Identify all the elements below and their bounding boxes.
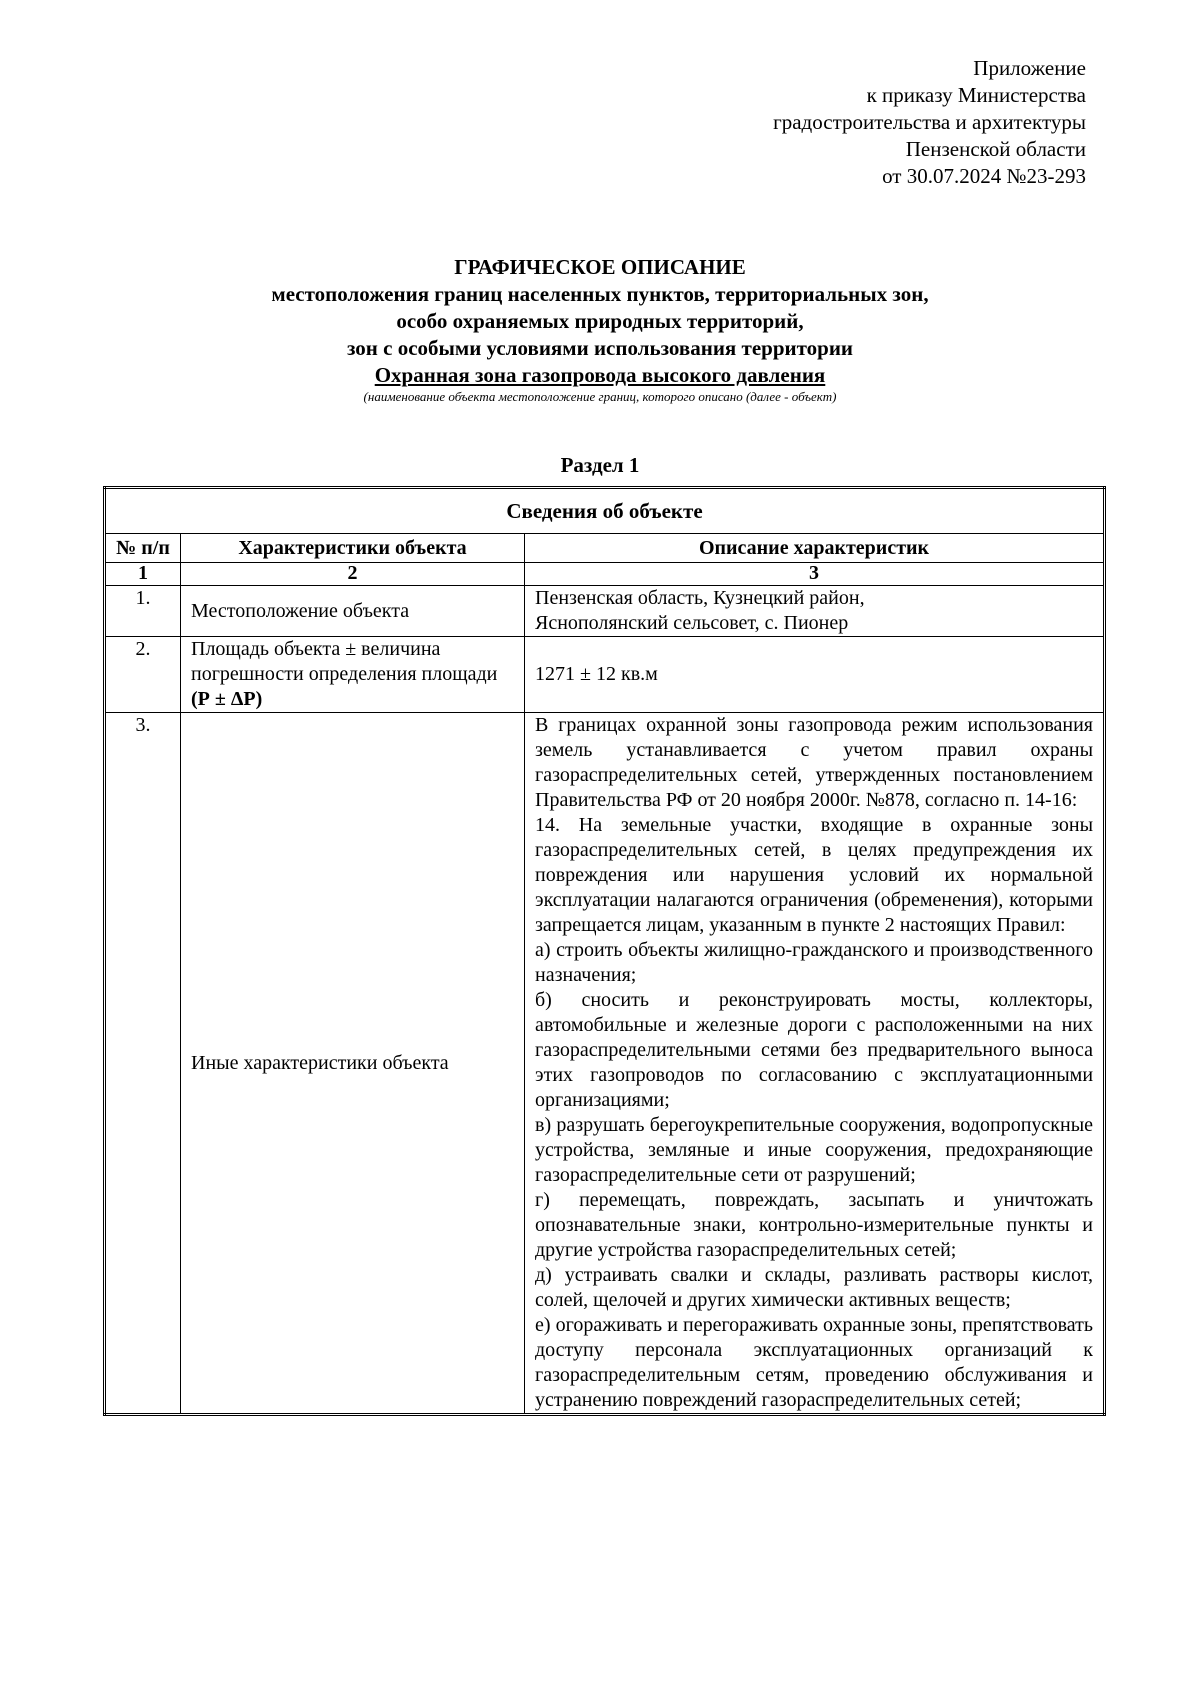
document-title: ГРАФИЧЕСКОЕ ОПИСАНИЕ: [454, 255, 746, 279]
description-paragraph: В границах охранной зоны газопровода режим использования земель устанавливается с учетом правил охраны газораспределительных сетей, утвержденных постановлением Правительства РФ от 20 ноября 2000г. №878, согласно п. 14-16:: [535, 714, 1094, 811]
column-header-description: Описание характеристик: [525, 534, 1105, 563]
table-row: [105, 586, 1105, 637]
title-line: местоположения границ населенных пунктов, территориальных зон,: [271, 282, 929, 306]
characteristic-formula: (Р ± ΔР): [191, 688, 263, 710]
appendix-block: [773, 55, 1086, 190]
row-number: 1.: [105, 586, 181, 637]
title-line: особо охраняемых природных территорий,: [396, 309, 804, 333]
description-paragraph: 14. На земельные участки, входящие в охранные зоны газораспределительных сетей, в целях предупреждения их повреждения или нарушения условий их нормальной эксплуатации налагаются ограничения (обременения), которыми запрещается лицам, указанным в пункте 2 настоящих Правил:: [535, 814, 1094, 936]
description-paragraph: б) сносить и реконструировать мосты, коллекторы, автомобильные и железные дороги с расположенными на них газораспределительными сетями без предварительного выноса этих газопроводов по согласованию с эксплуатационными организациями;: [535, 989, 1094, 1111]
column-number: 3: [525, 563, 1105, 586]
column-number-row: [105, 563, 1105, 586]
description-line: Яснополянский сельсовет, с. Пионер: [535, 612, 849, 634]
section-title: Раздел 1: [560, 453, 640, 477]
object-caption: (наименование объекта местоположение границ, которого описано (далее - объект): [363, 389, 837, 404]
column-header-num: № п/п: [105, 534, 181, 563]
characteristic-text: Площадь объекта ± величина погрешности определения площади: [191, 638, 498, 685]
row-number: 3.: [105, 713, 181, 1415]
row-description: [525, 586, 1105, 637]
object-name: Охранная зона газопровода высокого давления: [374, 363, 826, 387]
row-characteristic: [181, 637, 525, 713]
description-paragraph: в) разрушать берегоукрепительные сооружения, водопропускные устройства, земляные и иные сооружения, предохраняющие газораспределительные сети от разрушений;: [535, 1114, 1094, 1186]
appendix-line: Приложение: [973, 56, 1086, 80]
column-header-characteristics: Характеристики объекта: [181, 534, 525, 563]
description-paragraph: д) устраивать свалки и склады, разливать растворы кислот, солей, щелочей и других химически активных веществ;: [535, 1264, 1094, 1311]
table-row: [105, 637, 1105, 713]
appendix-line: градостроительства и архитектуры: [773, 110, 1086, 134]
row-description: 1271 ± 12 кв.м: [525, 637, 1105, 713]
row-number: 2.: [105, 637, 181, 713]
table-row: [105, 713, 1105, 1415]
description-line: Пензенская область, Кузнецкий район,: [535, 587, 865, 609]
column-number: 1: [105, 563, 181, 586]
appendix-line: от 30.07.2024 №23-293: [882, 164, 1086, 188]
title-block: [0, 254, 1200, 405]
column-number: 2: [181, 563, 525, 586]
title-line: зон с особыми условиями использования территории: [346, 336, 854, 360]
appendix-line: к приказу Министерства: [866, 83, 1086, 107]
description-paragraph: е) огораживать и перегораживать охранные зоны, препятствовать доступу персонала эксплуатационных организаций к газораспределительным сетям, проведению обслуживания и устранению повреждений газораспределительных сетей;: [535, 1314, 1094, 1411]
row-characteristic: Иные характеристики объекта: [181, 713, 525, 1415]
row-description: [525, 713, 1105, 1415]
description-paragraph: г) перемещать, повреждать, засыпать и уничтожать опознавательные знаки, контрольно-измерительные пункты и другие устройства газораспределительных сетей;: [535, 1189, 1094, 1261]
object-info-table: [103, 486, 1106, 1416]
column-header-row: [105, 534, 1105, 563]
row-characteristic: Местоположение объекта: [181, 586, 525, 637]
appendix-line: Пензенской области: [905, 137, 1086, 161]
description-paragraph: а) строить объекты жилищно-гражданского и производственного назначения;: [535, 939, 1094, 986]
table-heading-row: [105, 488, 1105, 534]
table-heading: Сведения об объекте: [105, 488, 1105, 534]
